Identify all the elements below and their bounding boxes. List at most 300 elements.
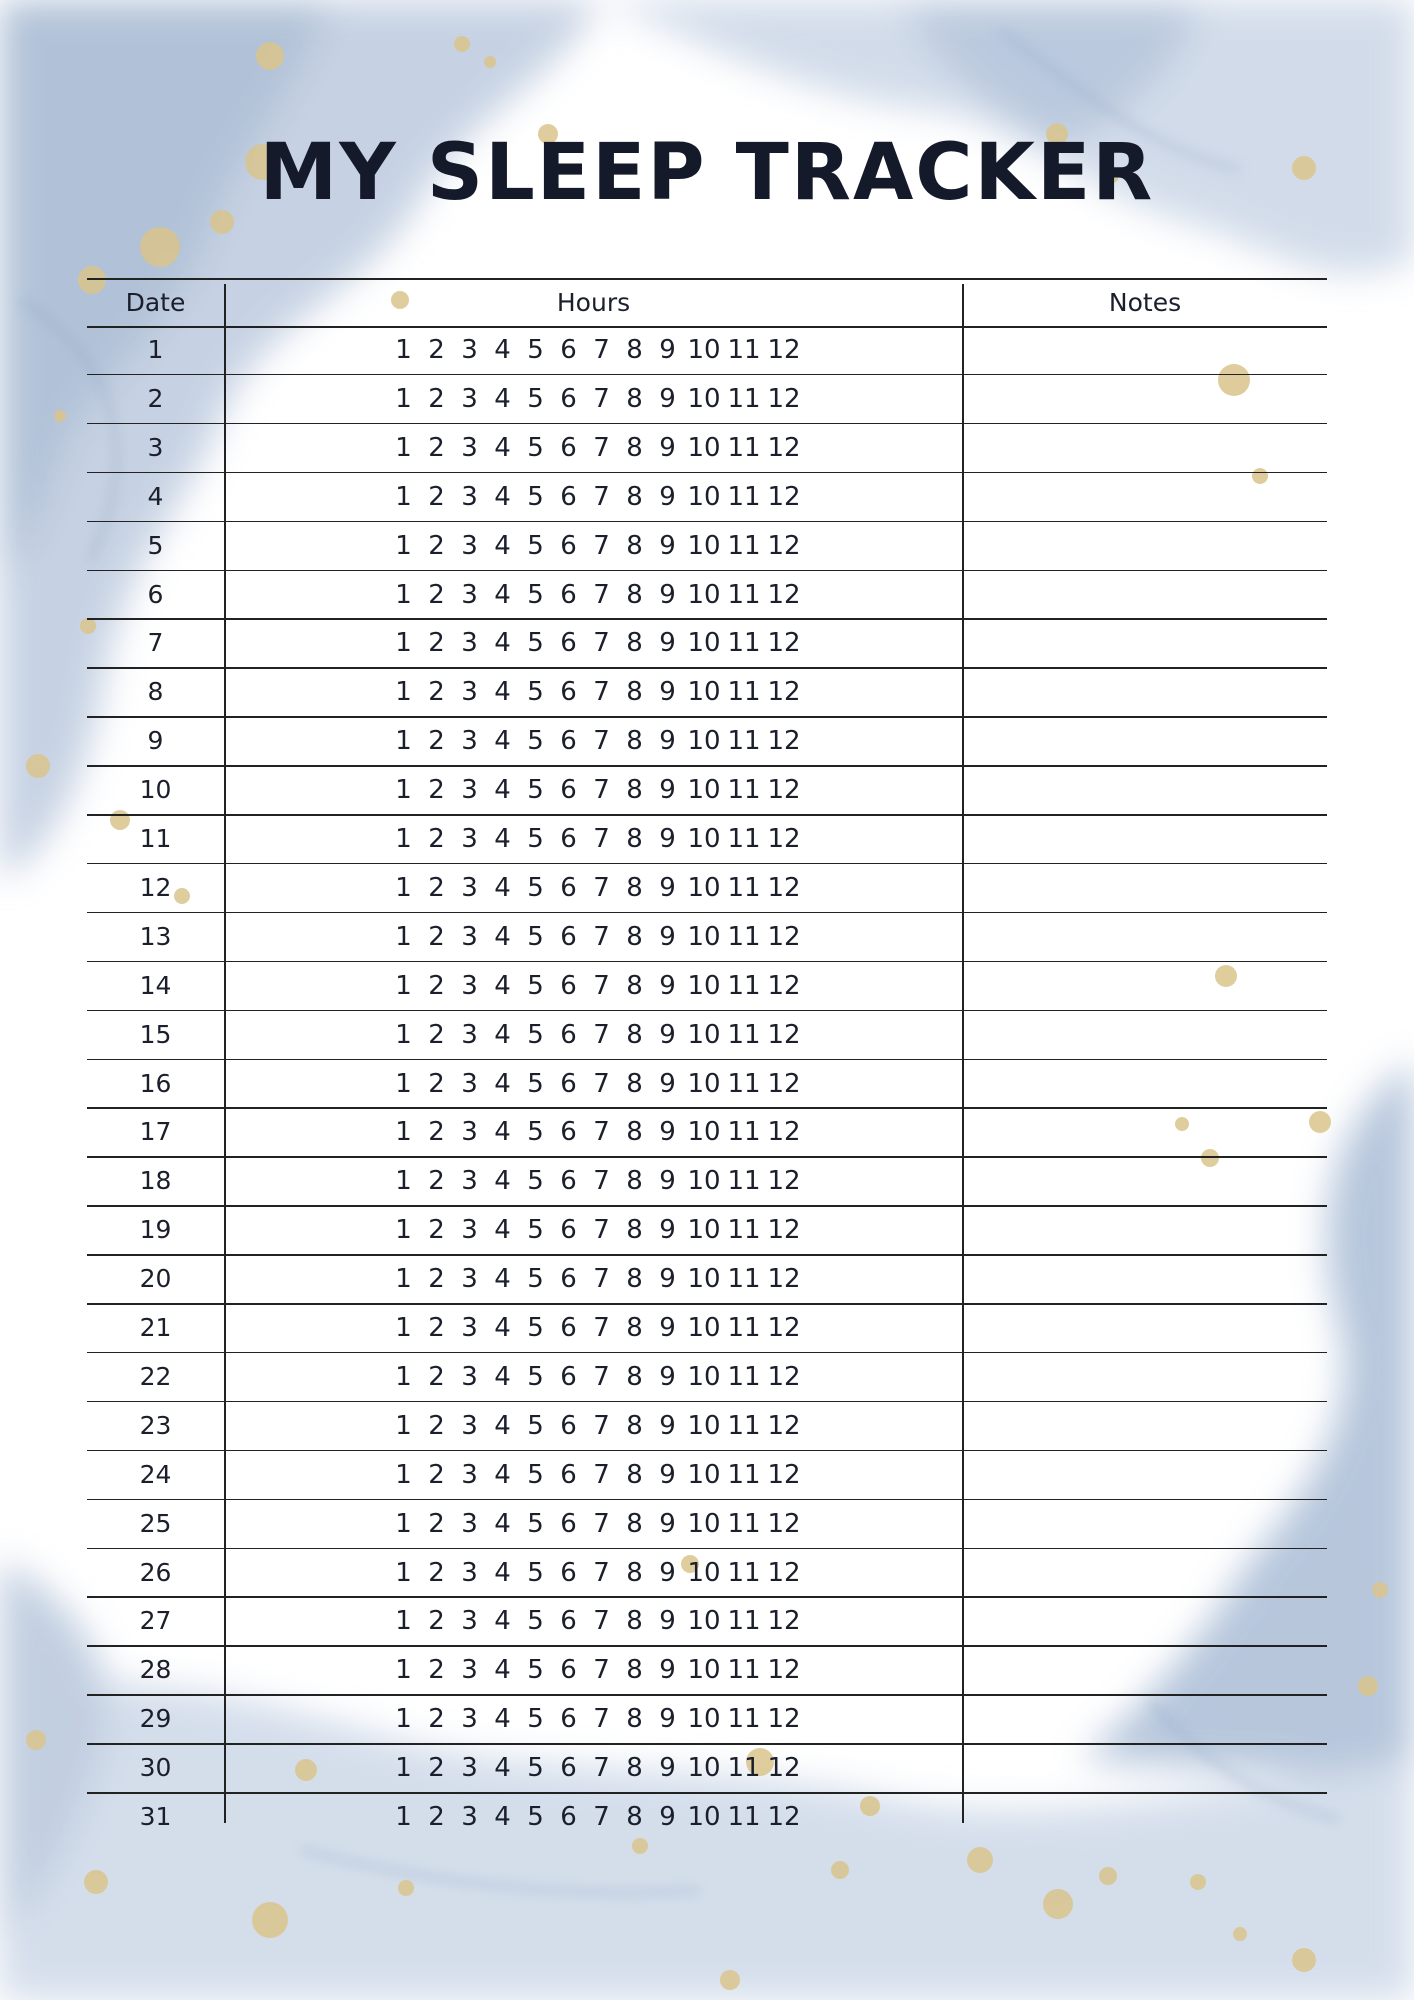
- hour-option[interactable]: 1: [395, 1313, 412, 1343]
- hour-option[interactable]: 6: [560, 335, 577, 365]
- notes-cell[interactable]: [963, 1500, 1327, 1548]
- hour-option[interactable]: 8: [626, 1215, 643, 1246]
- hour-option[interactable]: 7: [593, 1606, 610, 1637]
- notes-cell[interactable]: [963, 1206, 1327, 1254]
- hour-option[interactable]: 4: [494, 1655, 511, 1686]
- hour-option[interactable]: 8: [626, 1264, 643, 1295]
- hour-option[interactable]: 5: [527, 1361, 544, 1392]
- notes-cell[interactable]: [963, 1060, 1327, 1108]
- hour-option[interactable]: 11: [727, 1655, 761, 1686]
- notes-cell[interactable]: [963, 1549, 1327, 1597]
- hour-option[interactable]: 9: [659, 530, 676, 561]
- hour-option[interactable]: 12: [767, 1655, 801, 1686]
- hour-option[interactable]: 6: [560, 970, 577, 1001]
- hour-option[interactable]: 12: [767, 1166, 801, 1197]
- hour-option[interactable]: 5: [527, 1508, 544, 1539]
- hour-option[interactable]: 10: [687, 1606, 721, 1637]
- hour-option[interactable]: 12: [767, 1215, 801, 1246]
- hour-option[interactable]: 2: [428, 1557, 445, 1588]
- hour-option[interactable]: 5: [527, 1557, 544, 1588]
- hour-option[interactable]: 2: [428, 1117, 445, 1148]
- hour-option[interactable]: 6: [560, 1753, 577, 1784]
- hour-option[interactable]: 11: [727, 481, 761, 512]
- hour-option[interactable]: 11: [727, 1704, 761, 1735]
- hour-option[interactable]: 10: [687, 1215, 721, 1246]
- hour-option[interactable]: 9: [659, 1068, 676, 1099]
- hour-option[interactable]: 2: [428, 335, 445, 365]
- hour-option[interactable]: 3: [461, 1264, 478, 1295]
- hour-option[interactable]: 5: [527, 530, 544, 561]
- hour-option[interactable]: 12: [767, 1459, 801, 1490]
- hour-option[interactable]: 12: [767, 1508, 801, 1539]
- hour-option[interactable]: 8: [626, 335, 643, 365]
- hour-option[interactable]: 6: [560, 1313, 577, 1343]
- hour-option[interactable]: 10: [687, 1117, 721, 1148]
- hour-option[interactable]: 4: [494, 872, 511, 903]
- hour-option[interactable]: 10: [687, 1264, 721, 1295]
- notes-cell[interactable]: [963, 424, 1327, 472]
- hour-option[interactable]: 6: [560, 530, 577, 561]
- hour-option[interactable]: 1: [395, 383, 412, 414]
- hour-option[interactable]: 2: [428, 1019, 445, 1050]
- hour-option[interactable]: 2: [428, 1606, 445, 1637]
- hour-option[interactable]: 9: [659, 1215, 676, 1246]
- hour-option[interactable]: 7: [593, 1753, 610, 1784]
- hour-option[interactable]: 11: [727, 530, 761, 561]
- hour-option[interactable]: 8: [626, 1508, 643, 1539]
- hour-option[interactable]: 1: [395, 1704, 412, 1735]
- hour-option[interactable]: 4: [494, 677, 511, 708]
- hour-option[interactable]: 11: [727, 677, 761, 708]
- hour-option[interactable]: 1: [395, 1606, 412, 1637]
- hour-option[interactable]: 3: [461, 530, 478, 561]
- hour-option[interactable]: 6: [560, 1802, 577, 1832]
- hour-option[interactable]: 11: [727, 1753, 761, 1784]
- hour-option[interactable]: 8: [626, 481, 643, 512]
- hour-option[interactable]: 9: [659, 1557, 676, 1588]
- notes-cell[interactable]: [963, 522, 1327, 570]
- hour-option[interactable]: 3: [461, 1655, 478, 1686]
- notes-cell[interactable]: [963, 1744, 1327, 1792]
- hour-option[interactable]: 6: [560, 1606, 577, 1637]
- hour-option[interactable]: 3: [461, 726, 478, 757]
- hour-option[interactable]: 7: [593, 824, 610, 854]
- hour-option[interactable]: 2: [428, 921, 445, 952]
- hour-option[interactable]: 9: [659, 970, 676, 1001]
- hour-option[interactable]: 1: [395, 921, 412, 952]
- hour-option[interactable]: 4: [494, 1068, 511, 1099]
- hour-option[interactable]: 2: [428, 824, 445, 854]
- hour-option[interactable]: 3: [461, 1410, 478, 1441]
- hour-option[interactable]: 7: [593, 970, 610, 1001]
- hour-option[interactable]: 4: [494, 1166, 511, 1197]
- hour-option[interactable]: 3: [461, 432, 478, 463]
- hour-option[interactable]: 11: [727, 1459, 761, 1490]
- hour-option[interactable]: 8: [626, 1802, 643, 1832]
- hour-option[interactable]: 5: [527, 1802, 544, 1832]
- hour-option[interactable]: 10: [687, 1166, 721, 1197]
- hour-option[interactable]: 2: [428, 1068, 445, 1099]
- hour-option[interactable]: 5: [527, 628, 544, 659]
- hour-option[interactable]: 10: [687, 530, 721, 561]
- hour-option[interactable]: 1: [395, 775, 412, 806]
- hour-option[interactable]: 2: [428, 970, 445, 1001]
- hour-option[interactable]: 9: [659, 1802, 676, 1832]
- hour-option[interactable]: 7: [593, 872, 610, 903]
- hour-option[interactable]: 6: [560, 383, 577, 414]
- hour-option[interactable]: 1: [395, 1459, 412, 1490]
- hour-option[interactable]: 12: [767, 677, 801, 708]
- hour-option[interactable]: 1: [395, 1410, 412, 1441]
- notes-cell[interactable]: [963, 375, 1327, 423]
- hour-option[interactable]: 4: [494, 775, 511, 806]
- hour-option[interactable]: 1: [395, 1264, 412, 1295]
- hour-option[interactable]: 7: [593, 1215, 610, 1246]
- hour-option[interactable]: 2: [428, 1410, 445, 1441]
- hour-option[interactable]: 8: [626, 921, 643, 952]
- hour-option[interactable]: 3: [461, 1166, 478, 1197]
- hour-option[interactable]: 3: [461, 481, 478, 512]
- hour-option[interactable]: 7: [593, 775, 610, 806]
- hour-option[interactable]: 4: [494, 1410, 511, 1441]
- hour-option[interactable]: 5: [527, 726, 544, 757]
- hour-option[interactable]: 4: [494, 1019, 511, 1050]
- hour-option[interactable]: 12: [767, 628, 801, 659]
- hour-option[interactable]: 11: [727, 1117, 761, 1148]
- notes-cell[interactable]: [963, 1451, 1327, 1499]
- hour-option[interactable]: 11: [727, 432, 761, 463]
- hour-option[interactable]: 10: [687, 872, 721, 903]
- hour-option[interactable]: 3: [461, 1557, 478, 1588]
- hour-option[interactable]: 6: [560, 628, 577, 659]
- hour-option[interactable]: 12: [767, 1313, 801, 1343]
- hour-option[interactable]: 2: [428, 1166, 445, 1197]
- notes-cell[interactable]: [963, 815, 1327, 863]
- hour-option[interactable]: 10: [687, 824, 721, 854]
- hour-option[interactable]: 5: [527, 1410, 544, 1441]
- hour-option[interactable]: 9: [659, 824, 676, 854]
- hour-option[interactable]: 12: [767, 1802, 801, 1832]
- hour-option[interactable]: 9: [659, 383, 676, 414]
- hour-option[interactable]: 2: [428, 1361, 445, 1392]
- hour-option[interactable]: 9: [659, 481, 676, 512]
- hour-option[interactable]: 8: [626, 677, 643, 708]
- hour-option[interactable]: 9: [659, 1753, 676, 1784]
- hour-option[interactable]: 5: [527, 1215, 544, 1246]
- hour-option[interactable]: 7: [593, 677, 610, 708]
- hour-option[interactable]: 2: [428, 432, 445, 463]
- hour-option[interactable]: 1: [395, 1117, 412, 1148]
- hour-option[interactable]: 7: [593, 921, 610, 952]
- hour-option[interactable]: 8: [626, 1019, 643, 1050]
- hour-option[interactable]: 3: [461, 775, 478, 806]
- hour-option[interactable]: 5: [527, 872, 544, 903]
- hour-option[interactable]: 3: [461, 1606, 478, 1637]
- notes-cell[interactable]: [963, 1255, 1327, 1303]
- hour-option[interactable]: 8: [626, 1557, 643, 1588]
- hour-option[interactable]: 12: [767, 1068, 801, 1099]
- hour-option[interactable]: 11: [727, 1264, 761, 1295]
- notes-cell[interactable]: [963, 1304, 1327, 1352]
- hour-option[interactable]: 2: [428, 1655, 445, 1686]
- hour-option[interactable]: 4: [494, 432, 511, 463]
- hour-option[interactable]: 6: [560, 824, 577, 854]
- hour-option[interactable]: 7: [593, 1068, 610, 1099]
- notes-cell[interactable]: [963, 1793, 1327, 1841]
- hour-option[interactable]: 3: [461, 579, 478, 610]
- hour-option[interactable]: 2: [428, 775, 445, 806]
- hour-option[interactable]: 2: [428, 1704, 445, 1735]
- hour-option[interactable]: 3: [461, 1508, 478, 1539]
- hour-option[interactable]: 7: [593, 1410, 610, 1441]
- hour-option[interactable]: 12: [767, 1557, 801, 1588]
- hour-option[interactable]: 4: [494, 1361, 511, 1392]
- hour-option[interactable]: 9: [659, 1508, 676, 1539]
- hour-option[interactable]: 7: [593, 1166, 610, 1197]
- hour-option[interactable]: 10: [687, 1704, 721, 1735]
- hour-option[interactable]: 11: [727, 1019, 761, 1050]
- hour-option[interactable]: 12: [767, 481, 801, 512]
- hour-option[interactable]: 12: [767, 1117, 801, 1148]
- hour-option[interactable]: 6: [560, 579, 577, 610]
- hour-option[interactable]: 3: [461, 628, 478, 659]
- hour-option[interactable]: 4: [494, 726, 511, 757]
- hour-option[interactable]: 8: [626, 1166, 643, 1197]
- hour-option[interactable]: 12: [767, 1410, 801, 1441]
- hour-option[interactable]: 5: [527, 481, 544, 512]
- notes-cell[interactable]: [963, 1353, 1327, 1401]
- hour-option[interactable]: 6: [560, 775, 577, 806]
- hour-option[interactable]: 4: [494, 481, 511, 512]
- hour-option[interactable]: 10: [687, 726, 721, 757]
- hour-option[interactable]: 1: [395, 726, 412, 757]
- hour-option[interactable]: 4: [494, 628, 511, 659]
- hour-option[interactable]: 12: [767, 335, 801, 365]
- hour-option[interactable]: 10: [687, 1410, 721, 1441]
- hour-option[interactable]: 6: [560, 1410, 577, 1441]
- hour-option[interactable]: 12: [767, 1361, 801, 1392]
- hour-option[interactable]: 8: [626, 1117, 643, 1148]
- hour-option[interactable]: 8: [626, 628, 643, 659]
- hour-option[interactable]: 6: [560, 1508, 577, 1539]
- notes-cell[interactable]: [963, 571, 1327, 619]
- hour-option[interactable]: 4: [494, 1459, 511, 1490]
- hour-option[interactable]: 1: [395, 824, 412, 854]
- hour-option[interactable]: 2: [428, 530, 445, 561]
- hour-option[interactable]: 9: [659, 335, 676, 365]
- hour-option[interactable]: 7: [593, 1704, 610, 1735]
- hour-option[interactable]: 1: [395, 1802, 412, 1832]
- hour-option[interactable]: 8: [626, 432, 643, 463]
- hour-option[interactable]: 9: [659, 628, 676, 659]
- hour-option[interactable]: 11: [727, 1557, 761, 1588]
- hour-option[interactable]: 10: [687, 1557, 721, 1588]
- hour-option[interactable]: 5: [527, 1704, 544, 1735]
- hour-option[interactable]: 12: [767, 530, 801, 561]
- hour-option[interactable]: 6: [560, 1704, 577, 1735]
- hour-option[interactable]: 2: [428, 481, 445, 512]
- hour-option[interactable]: 5: [527, 677, 544, 708]
- hour-option[interactable]: 6: [560, 1655, 577, 1686]
- hour-option[interactable]: 1: [395, 1557, 412, 1588]
- hour-option[interactable]: 12: [767, 579, 801, 610]
- hour-option[interactable]: 9: [659, 921, 676, 952]
- hour-option[interactable]: 3: [461, 970, 478, 1001]
- hour-option[interactable]: 9: [659, 1606, 676, 1637]
- hour-option[interactable]: 2: [428, 579, 445, 610]
- hour-option[interactable]: 11: [727, 921, 761, 952]
- hour-option[interactable]: 7: [593, 432, 610, 463]
- hour-option[interactable]: 1: [395, 1166, 412, 1197]
- hour-option[interactable]: 5: [527, 824, 544, 854]
- hour-option[interactable]: 3: [461, 921, 478, 952]
- hour-option[interactable]: 11: [727, 1606, 761, 1637]
- hour-option[interactable]: 5: [527, 921, 544, 952]
- hour-option[interactable]: 4: [494, 970, 511, 1001]
- hour-option[interactable]: 5: [527, 432, 544, 463]
- hour-option[interactable]: 11: [727, 628, 761, 659]
- notes-cell[interactable]: [963, 1011, 1327, 1059]
- hour-option[interactable]: 1: [395, 579, 412, 610]
- hour-option[interactable]: 12: [767, 383, 801, 414]
- notes-cell[interactable]: [963, 1402, 1327, 1450]
- hour-option[interactable]: 11: [727, 1802, 761, 1832]
- hour-option[interactable]: 7: [593, 1361, 610, 1392]
- hour-option[interactable]: 8: [626, 1459, 643, 1490]
- notes-cell[interactable]: [963, 326, 1327, 374]
- hour-option[interactable]: 3: [461, 1459, 478, 1490]
- hour-option[interactable]: 8: [626, 726, 643, 757]
- notes-cell[interactable]: [963, 619, 1327, 667]
- hour-option[interactable]: 10: [687, 677, 721, 708]
- hour-option[interactable]: 6: [560, 872, 577, 903]
- hour-option[interactable]: 11: [727, 1313, 761, 1343]
- hour-option[interactable]: 1: [395, 1361, 412, 1392]
- hour-option[interactable]: 8: [626, 1068, 643, 1099]
- hour-option[interactable]: 5: [527, 1313, 544, 1343]
- hour-option[interactable]: 11: [727, 1215, 761, 1246]
- hour-option[interactable]: 2: [428, 1215, 445, 1246]
- hour-option[interactable]: 1: [395, 1215, 412, 1246]
- hour-option[interactable]: 8: [626, 970, 643, 1001]
- hour-option[interactable]: 2: [428, 1264, 445, 1295]
- hour-option[interactable]: 7: [593, 726, 610, 757]
- hour-option[interactable]: 5: [527, 1655, 544, 1686]
- hour-option[interactable]: 9: [659, 677, 676, 708]
- hour-option[interactable]: 5: [527, 1459, 544, 1490]
- hour-option[interactable]: 7: [593, 1508, 610, 1539]
- hour-option[interactable]: 7: [593, 1264, 610, 1295]
- hour-option[interactable]: 10: [687, 383, 721, 414]
- notes-cell[interactable]: [963, 473, 1327, 521]
- hour-option[interactable]: 4: [494, 1557, 511, 1588]
- hour-option[interactable]: 12: [767, 1264, 801, 1295]
- hour-option[interactable]: 10: [687, 1019, 721, 1050]
- hour-option[interactable]: 9: [659, 1117, 676, 1148]
- hour-option[interactable]: 5: [527, 1606, 544, 1637]
- hour-option[interactable]: 8: [626, 1655, 643, 1686]
- hour-option[interactable]: 11: [727, 970, 761, 1001]
- hour-option[interactable]: 11: [727, 1166, 761, 1197]
- hour-option[interactable]: 4: [494, 824, 511, 854]
- hour-option[interactable]: 1: [395, 1068, 412, 1099]
- hour-option[interactable]: 4: [494, 1508, 511, 1539]
- hour-option[interactable]: 3: [461, 1704, 478, 1735]
- hour-option[interactable]: 9: [659, 1704, 676, 1735]
- hour-option[interactable]: 7: [593, 1313, 610, 1343]
- hour-option[interactable]: 11: [727, 1361, 761, 1392]
- hour-option[interactable]: 6: [560, 1068, 577, 1099]
- hour-option[interactable]: 9: [659, 775, 676, 806]
- hour-option[interactable]: 12: [767, 824, 801, 854]
- hour-option[interactable]: 7: [593, 383, 610, 414]
- hour-option[interactable]: 7: [593, 1019, 610, 1050]
- hour-option[interactable]: 6: [560, 921, 577, 952]
- hour-option[interactable]: 9: [659, 1166, 676, 1197]
- hour-option[interactable]: 8: [626, 1753, 643, 1784]
- hour-option[interactable]: 9: [659, 1264, 676, 1295]
- hour-option[interactable]: 6: [560, 677, 577, 708]
- hour-option[interactable]: 10: [687, 481, 721, 512]
- hour-option[interactable]: 6: [560, 1361, 577, 1392]
- hour-option[interactable]: 4: [494, 335, 511, 365]
- hour-option[interactable]: 1: [395, 432, 412, 463]
- hour-option[interactable]: 11: [727, 726, 761, 757]
- hour-option[interactable]: 8: [626, 824, 643, 854]
- hour-option[interactable]: 3: [461, 1215, 478, 1246]
- hour-option[interactable]: 1: [395, 1508, 412, 1539]
- hour-option[interactable]: 1: [395, 677, 412, 708]
- hour-option[interactable]: 2: [428, 1508, 445, 1539]
- hour-option[interactable]: 5: [527, 1019, 544, 1050]
- hour-option[interactable]: 11: [727, 775, 761, 806]
- hour-option[interactable]: 7: [593, 1655, 610, 1686]
- hour-option[interactable]: 3: [461, 1753, 478, 1784]
- hour-option[interactable]: 8: [626, 530, 643, 561]
- hour-option[interactable]: 10: [687, 432, 721, 463]
- hour-option[interactable]: 11: [727, 579, 761, 610]
- hour-option[interactable]: 5: [527, 1166, 544, 1197]
- hour-option[interactable]: 8: [626, 1313, 643, 1343]
- hour-option[interactable]: 12: [767, 1019, 801, 1050]
- hour-option[interactable]: 2: [428, 1313, 445, 1343]
- hour-option[interactable]: 10: [687, 628, 721, 659]
- hour-option[interactable]: 7: [593, 1802, 610, 1832]
- hour-option[interactable]: 6: [560, 1557, 577, 1588]
- notes-cell[interactable]: [963, 1597, 1327, 1645]
- hour-option[interactable]: 1: [395, 335, 412, 365]
- notes-cell[interactable]: [963, 1646, 1327, 1694]
- hour-option[interactable]: 5: [527, 1753, 544, 1784]
- hour-option[interactable]: 5: [527, 1068, 544, 1099]
- hour-option[interactable]: 2: [428, 872, 445, 903]
- hour-option[interactable]: 2: [428, 1459, 445, 1490]
- hour-option[interactable]: 1: [395, 530, 412, 561]
- hour-option[interactable]: 9: [659, 1410, 676, 1441]
- hour-option[interactable]: 10: [687, 579, 721, 610]
- notes-cell[interactable]: [963, 1108, 1327, 1156]
- hour-option[interactable]: 1: [395, 1019, 412, 1050]
- hour-option[interactable]: 7: [593, 579, 610, 610]
- hour-option[interactable]: 4: [494, 1264, 511, 1295]
- hour-option[interactable]: 5: [527, 1117, 544, 1148]
- hour-option[interactable]: 3: [461, 872, 478, 903]
- hour-option[interactable]: 9: [659, 1655, 676, 1686]
- hour-option[interactable]: 2: [428, 726, 445, 757]
- hour-option[interactable]: 4: [494, 1117, 511, 1148]
- hour-option[interactable]: 8: [626, 1361, 643, 1392]
- hour-option[interactable]: 8: [626, 1410, 643, 1441]
